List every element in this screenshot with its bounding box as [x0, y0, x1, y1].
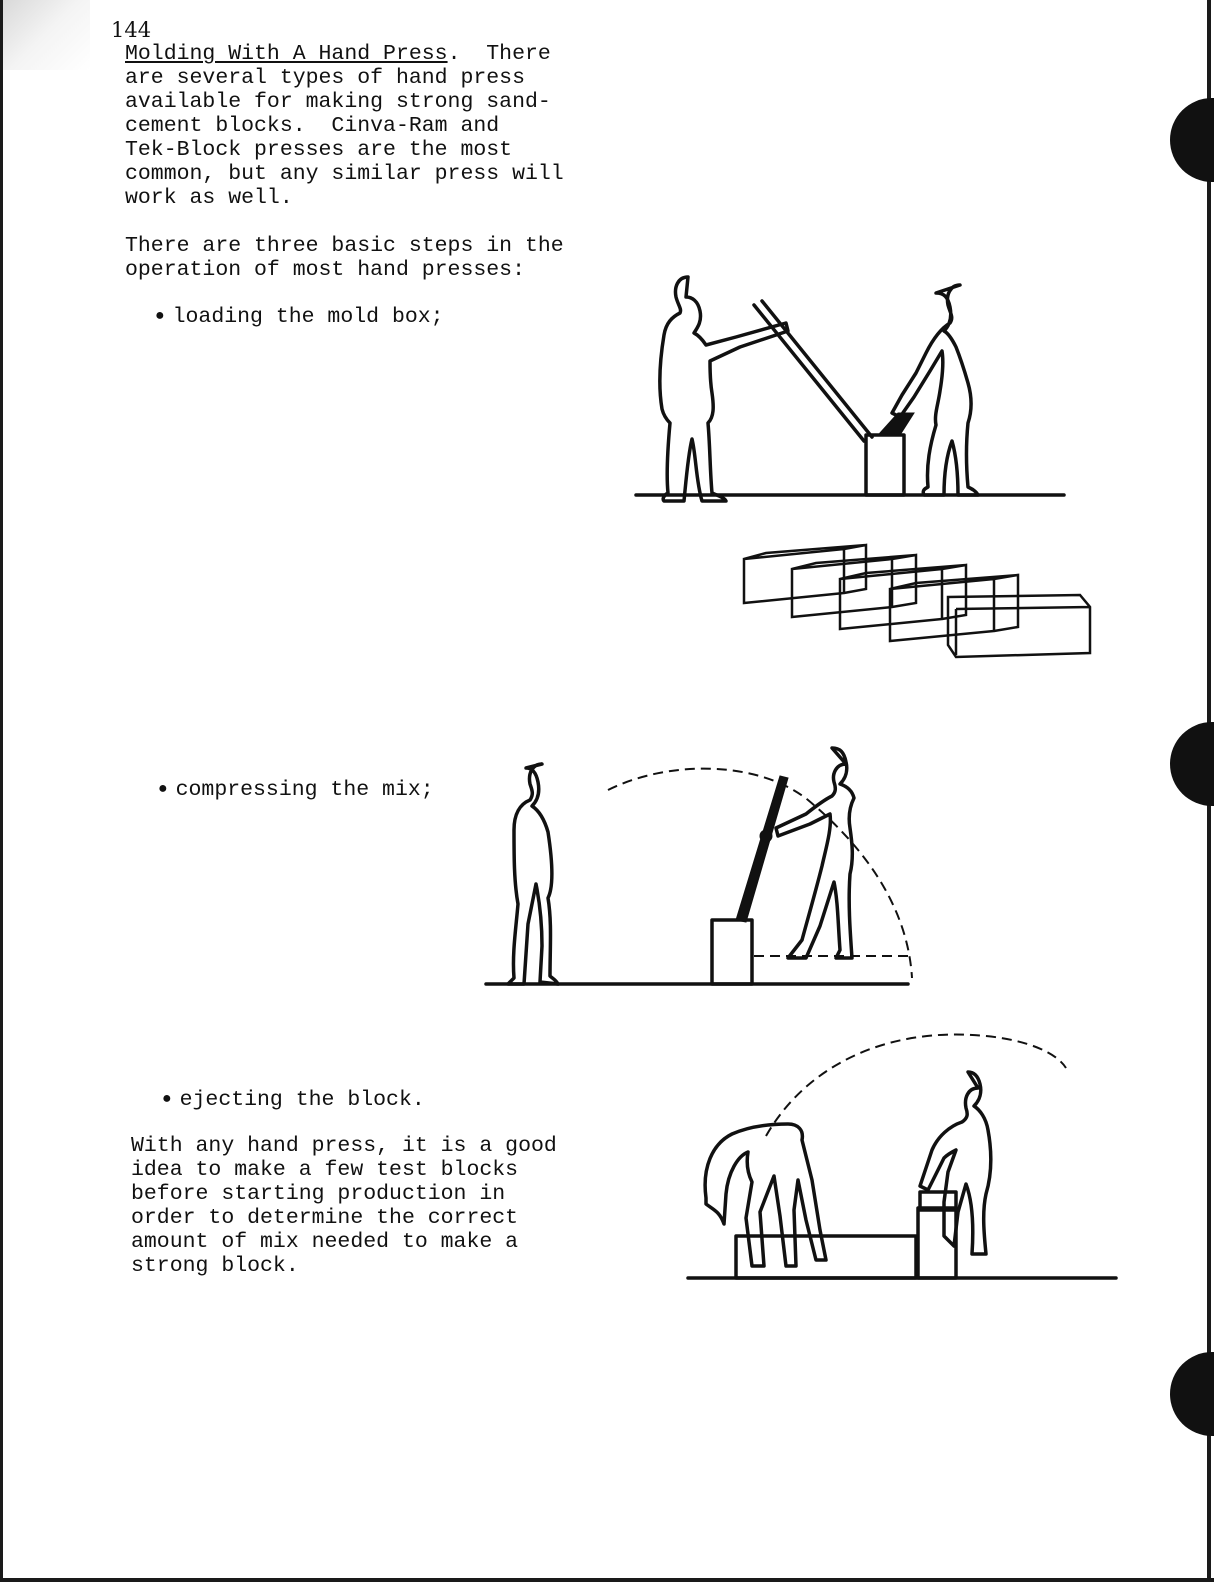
- illustration-compressing-mix: [484, 750, 924, 1000]
- closing-line: idea to make a few test blocks: [131, 1158, 519, 1182]
- intro-line: available for making strong sand-: [125, 90, 551, 114]
- block: [792, 555, 916, 617]
- intro-line: common, but any similar press will: [125, 162, 564, 186]
- bullet-dot-icon: ●: [162, 1090, 172, 1109]
- block: [744, 545, 866, 603]
- binder-hole-middle: [1170, 722, 1214, 806]
- step-bullet-compressing: [158, 778, 434, 802]
- press-box: [712, 920, 752, 984]
- step-label: compressing the mix;: [175, 778, 434, 802]
- lever-arc-path: [766, 1034, 1066, 1136]
- intro-line: cement blocks. Cinva-Ram and: [125, 114, 500, 138]
- person-silhouette: [705, 1124, 826, 1266]
- step-label: ejecting the block.: [179, 1088, 425, 1112]
- steps-intro-paragraph: [125, 234, 564, 282]
- bullet-dot-icon: ●: [155, 307, 165, 326]
- page-number: 144: [111, 18, 152, 42]
- scan-corner-shade: [0, 0, 90, 70]
- section-heading: Molding With A Hand Press: [125, 42, 448, 66]
- page-edge-left: [0, 0, 3, 1582]
- person-silhouette: [508, 764, 558, 984]
- closing-line: amount of mix needed to make a: [131, 1230, 519, 1254]
- closing-line: strong block.: [131, 1254, 299, 1278]
- steps-intro-line: operation of most hand presses:: [125, 258, 525, 282]
- shovel-handle: [754, 301, 872, 441]
- page-edge-bottom: [0, 1578, 1214, 1582]
- binder-hole-top: [1170, 98, 1214, 182]
- intro-line: Tek-Block presses are the most: [125, 138, 513, 162]
- lever-pivot: [760, 830, 772, 842]
- intro-line: . There: [447, 42, 551, 66]
- illustration-loading-mold-box: [630, 265, 1070, 505]
- intro-line: are several types of hand press: [125, 66, 525, 90]
- closing-line: With any hand press, it is a good: [131, 1134, 557, 1158]
- binder-hole-bottom: [1170, 1352, 1214, 1436]
- intro-line: work as well.: [125, 186, 293, 210]
- step-bullet-loading: [155, 305, 444, 329]
- mold-box: [866, 435, 904, 495]
- intro-paragraph: [125, 42, 564, 210]
- steps-intro-line: There are three basic steps in the: [125, 234, 564, 258]
- closing-paragraph: [131, 1134, 557, 1278]
- press-lever: [736, 776, 788, 922]
- step-bullet-ejecting: [162, 1088, 425, 1112]
- closing-line: before starting production in: [131, 1182, 506, 1206]
- illustration-ejecting-block: [686, 1028, 1122, 1288]
- step-label: loading the mold box;: [172, 305, 444, 329]
- illustration-block-row: [742, 545, 1094, 657]
- closing-line: order to determine the correct: [131, 1206, 519, 1230]
- person-silhouette: [920, 1072, 991, 1254]
- bullet-dot-icon: ●: [158, 780, 168, 799]
